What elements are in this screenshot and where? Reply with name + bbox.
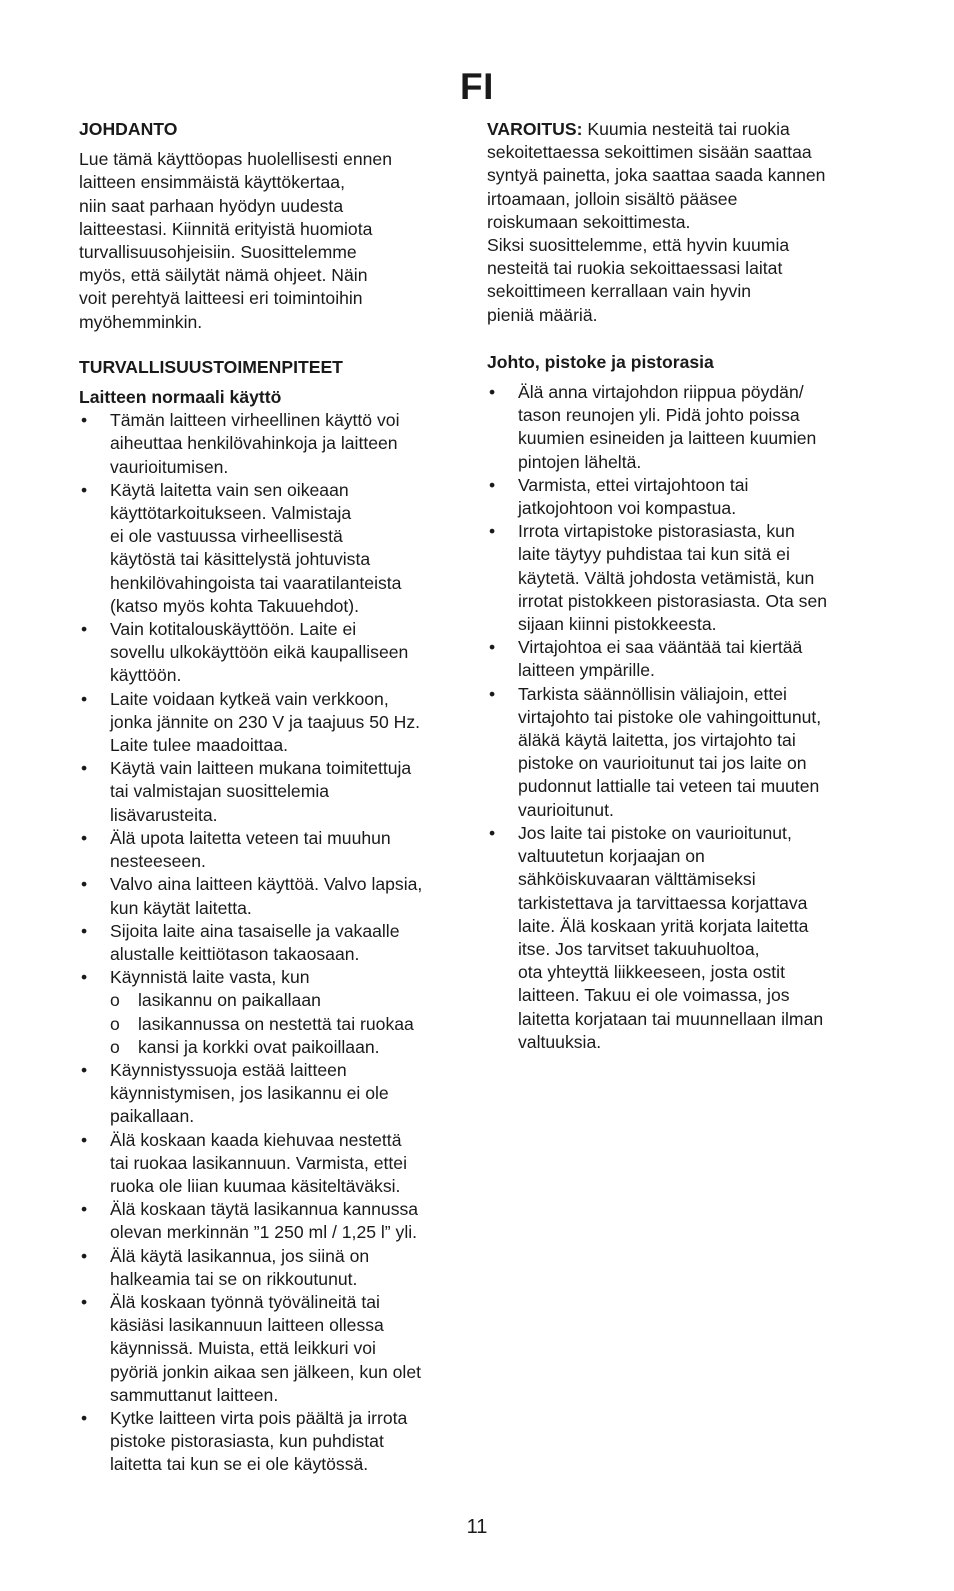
- bullet-line: käytöstä tai käsittelystä johtuvista: [110, 549, 371, 570]
- bullet-line: valtuutetun korjaajan on: [518, 846, 705, 867]
- normal-use-bullet-list: [79, 409, 459, 1476]
- bullet-item: [487, 636, 872, 682]
- bullet-line: Käynnistä laite vasta, kun: [110, 967, 310, 988]
- right-column: [487, 118, 872, 1054]
- bullet-marker: •: [81, 758, 88, 779]
- bullet-line: laite. Älä koskaan yritä korjata laitetta: [518, 915, 809, 936]
- sub-bullet-text: lasikannussa on nestettä tai ruokaa: [138, 1013, 414, 1034]
- bullet-line: Käytä laitetta vain sen oikeaan: [110, 479, 349, 500]
- bullet-item: [79, 1407, 459, 1477]
- bullet-item: [79, 966, 459, 1059]
- intro-line: laitteestasi. Kiinnitä erityistä huomiota: [79, 218, 373, 239]
- sub-bullet-list: [110, 989, 459, 1059]
- intro-line: Lue tämä käyttöopas huolellisesti ennen: [79, 149, 392, 170]
- bullet-item: [79, 1129, 459, 1199]
- bullet-line: olevan merkinnän ”1 250 ml / 1,25 l” yli.: [110, 1222, 418, 1243]
- bullet-item: [487, 381, 872, 474]
- bullet-line: pyöriä jonkin aikaa sen jälkeen, kun olet: [110, 1361, 422, 1382]
- bullet-marker: •: [81, 410, 88, 431]
- bullet-marker: •: [81, 1245, 88, 1266]
- bullet-item: [487, 474, 872, 520]
- intro-line: turvallisuusohjeisiin. Suosittelemme: [79, 242, 357, 263]
- bullet-line: kuumien esineiden ja laitteen kuumien: [518, 428, 817, 449]
- bullet-line: Älä koskaan täytä lasikannua kannussa: [110, 1199, 419, 1220]
- cord-plug-socket-heading: Johto, pistoke ja pistorasia: [487, 351, 714, 372]
- sub-bullet-item: [110, 1036, 459, 1059]
- bullet-line: Vain kotitalouskäyttöön. Laite ei: [110, 619, 357, 640]
- bullet-line: Älä anna virtajohdon riippua pöydän/: [518, 382, 804, 403]
- bullet-line: vaurioitunut.: [518, 799, 614, 820]
- warning-first-line: [487, 118, 872, 141]
- bullet-line: käytetä. Vältä johdosta vetämistä, kun: [518, 567, 815, 588]
- bullet-marker: •: [81, 479, 88, 500]
- bullet-line: käsiäsi lasikannuun laitteen ollessa: [110, 1315, 384, 1336]
- bullet-line: pudonnut lattialle tai veteen tai muuten: [518, 776, 820, 797]
- bullet-line: irrotat pistokkeen pistorasiasta. Ota sen: [518, 590, 828, 611]
- left-column: [79, 118, 459, 1477]
- bullet-line: tason reunojen yli. Pidä johto poissa: [518, 405, 800, 426]
- bullet-line: pistoke on vaurioitunut tai jos laite on: [518, 753, 807, 774]
- bullet-line: Laite voidaan kytkeä vain verkkoon,: [110, 688, 389, 709]
- bullet-line: Tarkista säännöllisin väliajoin, ettei: [518, 683, 787, 704]
- bullet-line: laitetta korjataan tai muunnellaan ilman: [518, 1008, 824, 1029]
- intro-line: niin saat parhaan hyödyn uudesta: [79, 195, 344, 216]
- bullet-line: sähköiskuvaaran välttämiseksi: [518, 869, 756, 890]
- intro-heading: JOHDANTO: [79, 119, 178, 139]
- sub-bullet-marker: o: [110, 1036, 120, 1057]
- bullet-marker: •: [81, 1199, 88, 1220]
- page-number: 11: [466, 1516, 488, 1538]
- bullet-marker: •: [81, 688, 88, 709]
- bullet-line: käynnistymisen, jos lasikannu ei ole: [110, 1083, 389, 1104]
- warning-paragraph: [487, 118, 872, 327]
- bullet-marker: •: [81, 967, 88, 988]
- bullet-line: pintojen läheltä.: [518, 451, 642, 472]
- sub-bullet-item: [110, 1013, 459, 1036]
- sub-bullet-marker: o: [110, 1013, 120, 1034]
- bullet-line: käyttöön.: [110, 665, 182, 686]
- bullet-line: Laite tulee maadoittaa.: [110, 735, 289, 756]
- bullet-line: Käynnistyssuoja estää laitteen: [110, 1059, 347, 1080]
- bullet-line: Irrota virtapistoke pistorasiasta, kun: [518, 521, 795, 542]
- bullet-line: jatkojohtoon voi kompastua.: [518, 498, 737, 519]
- sub-bullet-text: lasikannu on paikallaan: [138, 990, 321, 1011]
- bullet-marker: •: [489, 474, 496, 495]
- sub-bullet-item: [110, 989, 459, 1012]
- bullet-marker: •: [81, 1407, 88, 1428]
- bullet-line: alustalle keittiötason takaosaan.: [110, 943, 360, 964]
- bullet-line: ruoka ole liian kuumaa käsiteltäväksi.: [110, 1175, 401, 1196]
- sub-bullet-text: kansi ja korkki ovat paikoillaan.: [138, 1036, 380, 1057]
- bullet-line: Virtajohtoa ei saa vääntää tai kiertää: [518, 637, 803, 658]
- bullet-line: sammuttanut laitteen.: [110, 1384, 279, 1405]
- bullet-marker: •: [81, 920, 88, 941]
- normal-use-subheading: Laitteen normaali käyttö: [79, 387, 282, 408]
- bullet-line: Valvo aina laitteen käyttöä. Valvo lapsia,: [110, 874, 423, 895]
- bullet-item: [79, 873, 459, 919]
- intro-line: myös, että säilytät nämä ohjeet. Näin: [79, 265, 368, 286]
- warning-line: Siksi suosittelemme, että hyvin kuumia: [487, 235, 790, 256]
- bullet-line: laitetta tai kun se ei ole käytössä.: [110, 1454, 369, 1475]
- bullet-line: aiheuttaa henkilövahinkoja ja laitteen: [110, 433, 398, 454]
- bullet-line: virtajohto tai pistoke ole vahingoittunut,: [518, 706, 822, 727]
- bullet-line: valtuuksia.: [518, 1031, 602, 1052]
- bullet-line: itse. Jos tarvitset takuuhuoltoa,: [518, 938, 760, 959]
- warning-first-line-text: Kuumia nesteitä tai ruokia: [582, 119, 790, 139]
- bullet-line: henkilövahingoista tai vaaratilanteista: [110, 572, 402, 593]
- bullet-item: [487, 683, 872, 822]
- bullet-line: laite täytyy puhdistaa tai kun sitä ei: [518, 544, 790, 565]
- bullet-line: tai ruokaa lasikannuun. Varmista, ettei: [110, 1152, 407, 1173]
- bullet-line: sovellu ulkokäyttöön eikä kaupalliseen: [110, 642, 409, 663]
- intro-line: voit perehtyä laitteesi eri toimintoihin: [79, 288, 363, 309]
- bullet-marker: •: [489, 382, 496, 403]
- cord-bullet-list: [487, 381, 872, 1054]
- bullet-line: Älä koskaan työnnä työvälineitä tai: [110, 1291, 380, 1312]
- bullet-item: [79, 479, 459, 618]
- bullet-line: lisävarusteita.: [110, 804, 218, 825]
- bullet-item: [79, 920, 459, 966]
- warning-line: sekoitettaessa sekoittimen sisään saattaa: [487, 142, 812, 163]
- bullet-marker: •: [81, 1059, 88, 1080]
- bullet-marker: •: [81, 619, 88, 640]
- intro-line: myöhemminkin.: [79, 311, 203, 332]
- bullet-item: [79, 409, 459, 479]
- bullet-line: tarkistettava ja tarvittaessa korjattava: [518, 892, 808, 913]
- bullet-line: pistoke pistorasiasta, kun puhdistat: [110, 1431, 384, 1452]
- bullet-marker: •: [489, 683, 496, 704]
- bullet-line: halkeamia tai se on rikkoutunut.: [110, 1268, 358, 1289]
- bullet-marker: •: [81, 1129, 88, 1150]
- warning-line: syntyä painetta, joka saattaa saada kannen: [487, 165, 826, 186]
- warning-line: sekoittimeen kerrallaan vain hyvin: [487, 281, 752, 302]
- bullet-line: kun käytät laitetta.: [110, 897, 252, 918]
- bullet-line: laitteen. Takuu ei ole voimassa, jos: [518, 985, 790, 1006]
- sub-bullet-marker: o: [110, 990, 120, 1011]
- bullet-line: Jos laite tai pistoke on vaurioitunut,: [518, 822, 792, 843]
- bullet-line: Sijoita laite aina tasaiselle ja vakaalle: [110, 920, 400, 941]
- bullet-item: [79, 618, 459, 688]
- bullet-item: [487, 520, 872, 636]
- warning-line: irtoamaan, jolloin sisältö pääsee: [487, 188, 738, 209]
- bullet-line: paikallaan.: [110, 1106, 195, 1127]
- bullet-line: vaurioitumisen.: [110, 456, 229, 477]
- bullet-item: [79, 688, 459, 758]
- bullet-line: äläkä käytä laitetta, jos virtajohto tai: [518, 730, 796, 751]
- bullet-line: Älä koskaan kaada kiehuvaa nestettä: [110, 1129, 402, 1150]
- bullet-item: [79, 827, 459, 873]
- intro-line: laitteen ensimmäistä käyttökertaa,: [79, 172, 345, 193]
- bullet-marker: •: [81, 874, 88, 895]
- bullet-line: jonka jännite on 230 V ja taajuus 50 Hz.: [110, 711, 421, 732]
- bullet-item: [79, 1245, 459, 1291]
- bullet-item: [79, 1059, 459, 1129]
- bullet-line: tai valmistajan suosittelemia: [110, 781, 330, 802]
- bullet-item: [79, 1291, 459, 1407]
- warning-label: VAROITUS:: [487, 119, 583, 139]
- bullet-line: laitteen ympärille.: [518, 660, 655, 681]
- bullet-line: Varmista, ettei virtajohtoon tai: [518, 474, 749, 495]
- bullet-line: Kytke laitteen virta pois päältä ja irrota: [110, 1407, 408, 1428]
- bullet-line: Tämän laitteen virheellinen käyttö voi: [110, 410, 400, 431]
- intro-paragraph: [79, 148, 459, 334]
- bullet-item: [79, 757, 459, 827]
- bullet-item: [487, 822, 872, 1054]
- warning-line: pieniä määriä.: [487, 304, 598, 325]
- safety-heading: TURVALLISUUSTOIMENPITEET: [79, 356, 343, 377]
- bullet-item: [79, 1198, 459, 1244]
- language-code-heading: FI: [460, 66, 494, 107]
- bullet-line: käyttötarkoitukseen. Valmistaja: [110, 503, 352, 524]
- bullet-marker: •: [81, 1291, 88, 1312]
- bullet-line: (katso myös kohta Takuuehdot).: [110, 595, 360, 616]
- bullet-marker: •: [489, 521, 496, 542]
- bullet-line: Käytä vain laitteen mukana toimitettuja: [110, 758, 412, 779]
- bullet-line: nesteeseen.: [110, 851, 206, 872]
- bullet-line: käynnissä. Muista, että leikkuri voi: [110, 1338, 376, 1359]
- warning-line: roiskumaan sekoittimesta.: [487, 211, 691, 232]
- bullet-line: ota yhteyttä liikkeeseen, josta ostit: [518, 962, 785, 983]
- bullet-marker: •: [81, 827, 88, 848]
- bullet-line: ei ole vastuussa virheellisestä: [110, 526, 343, 547]
- warning-line: nesteitä tai ruokia sekoittaessasi laitat: [487, 258, 783, 279]
- bullet-marker: •: [489, 822, 496, 843]
- bullet-line: Älä upota laitetta veteen tai muuhun: [110, 827, 391, 848]
- bullet-line: Älä käytä lasikannua, jos siinä on: [110, 1245, 370, 1266]
- bullet-marker: •: [489, 637, 496, 658]
- bullet-line: sijaan kiinni pistokkeesta.: [518, 614, 717, 635]
